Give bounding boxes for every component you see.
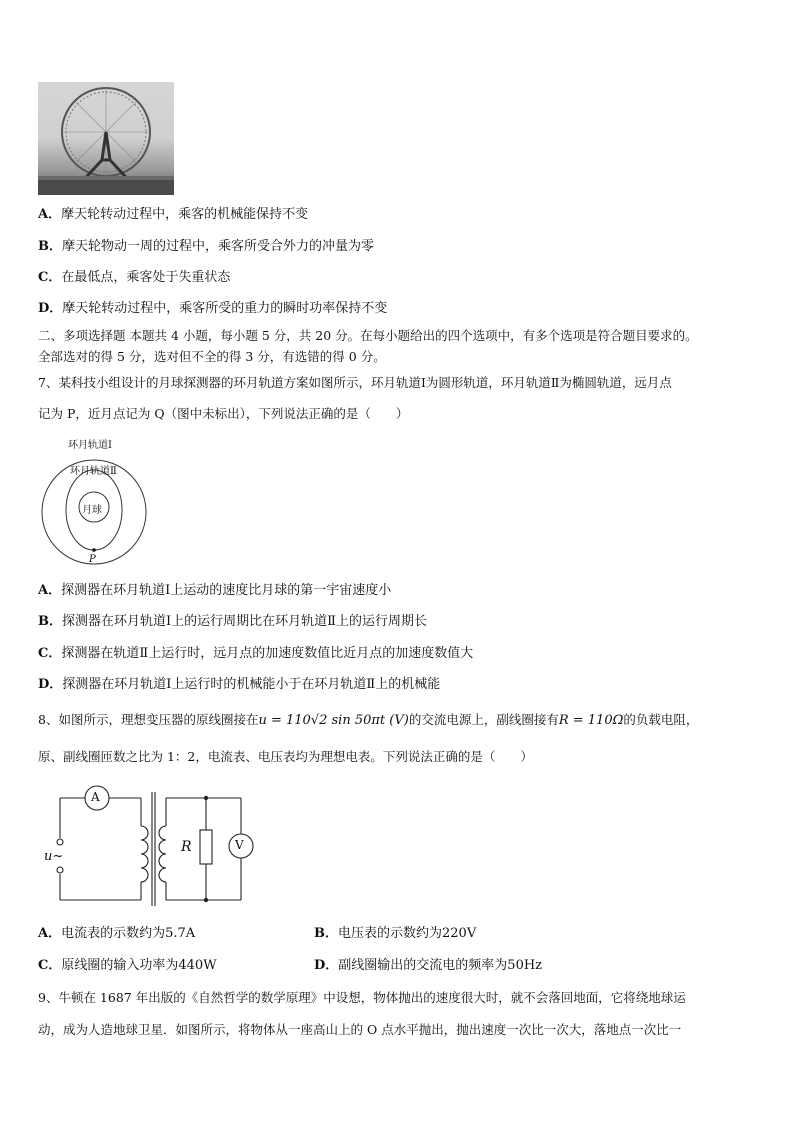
orbit1-label: 环月轨道Ⅰ — [68, 440, 112, 451]
option-label: A． — [38, 207, 62, 222]
option-value: 440W — [178, 958, 217, 973]
transformer-circuit-diagram — [38, 782, 268, 907]
option-label: B． — [38, 614, 62, 629]
option-text: 摩天轮转动过程中，乘客所受的重力的瞬时功率保持不变 — [62, 301, 388, 316]
q7-stem-line2: 记为 P，近月点记为 Q（图中未标出），下列说法正确的是（ ） — [38, 406, 409, 421]
option-text: 探测器在环月轨道Ⅰ上运动的速度比月球的第一宇宙速度小 — [61, 583, 392, 598]
option-text: 副线圈输出的交流电的频率为 — [338, 958, 508, 973]
q7-option-a — [38, 582, 391, 600]
option-text: 探测器在环月轨道Ⅰ上运行时的机械能小于在环月轨道Ⅱ上的机械能 — [62, 677, 441, 692]
q8-option-c — [38, 957, 217, 975]
option-text: 摩天轮转动过程中，乘客的机械能保持不变 — [61, 207, 309, 222]
option-label: B． — [38, 239, 62, 254]
section2-heading-line1: 二、多项选择题 本题共 4 小题，每小题 5 分，共 20 分。在每小题给出的四个选项中，有多个选项是符合题目要求的。 — [38, 328, 698, 343]
q9-stem-line1: 9、牛顿在 1687 年出版的《自然哲学的数学原理》中设想，物体抛出的速度很大时，就不会落回地面，它将绕地球运 — [38, 990, 686, 1005]
q8-option-a — [38, 925, 195, 943]
option-label: C． — [38, 958, 62, 973]
ferris-wheel-photo — [38, 82, 174, 195]
option-value: 5.7A — [165, 926, 196, 941]
section2-heading-line2: 全部选对的得 5 分，选对但不全的得 3 分，有选错的得 0 分。 — [38, 349, 386, 364]
option-label: D． — [38, 301, 63, 316]
moon-label: 月球 — [82, 505, 102, 516]
option-label: C． — [38, 270, 62, 285]
formula-resistance: R = 110Ω — [558, 713, 624, 728]
q7-option-c — [38, 645, 473, 663]
option-text: 电压表的示数约为 — [338, 926, 443, 941]
orbit-diagram — [38, 430, 153, 570]
q8-stem-text-a: 8、如图所示，理想变压器的原线圈接在 — [38, 712, 259, 727]
orbit2-label: 环月轨道Ⅱ — [70, 466, 117, 477]
q9-stem-line2: 动，成为人造地球卫星．如图所示，将物体从一座高山上的 O 点水平抛出，抛出速度一次比一次大，落地点一次比一 — [38, 1022, 682, 1037]
option-text: 摩天轮物动一周的过程中，乘客所受合外力的冲量为零 — [62, 239, 375, 254]
option-label: D． — [314, 958, 339, 973]
q8-option-b — [314, 925, 476, 943]
q6-option-a — [38, 206, 308, 224]
q6-option-c — [38, 269, 230, 287]
option-text: 原线圈的输入功率为 — [61, 958, 179, 973]
formula-voltage: u = 110√2 sin 50πt (V) — [258, 713, 409, 728]
option-label: A． — [38, 926, 62, 941]
q8-stem-text-c: 的负载电阻， — [623, 712, 699, 727]
q8-stem-text-b: 的交流电源上，副线圈接有 — [408, 712, 559, 727]
option-text: 在最低点，乘客处于失重状态 — [61, 270, 231, 285]
option-label: C． — [38, 646, 62, 661]
q7-stem-line1: 7、某科技小组设计的月球探测器的环月轨道方案如图所示，环月轨道Ⅰ为圆形轨道，环月轨道Ⅱ为椭圆轨道，远月点 — [38, 375, 672, 390]
q8-stem-line2: 原、副线圈匝数之比为 1：2，电流表、电压表均为理想电表。下列说法正确的是（ ） — [38, 749, 533, 764]
option-text: 电流表的示数约为 — [61, 926, 166, 941]
option-label: D． — [38, 677, 63, 692]
resistor-label: R — [181, 839, 192, 855]
q6-option-b — [38, 238, 374, 256]
ammeter-label: A — [91, 790, 100, 804]
voltmeter-label: V — [235, 838, 244, 852]
q8-stem-line1 — [38, 711, 698, 730]
option-label: B． — [314, 926, 338, 941]
option-value: 220V — [442, 926, 477, 941]
q7-option-b — [38, 613, 427, 631]
option-text: 探测器在轨道Ⅱ上运行时，远月点的加速度数值比近月点的加速度数值大 — [61, 646, 474, 661]
q8-option-d — [314, 957, 542, 975]
point-p-label: P — [89, 554, 96, 565]
source-label: u~ — [44, 849, 64, 864]
q7-option-d — [38, 676, 440, 694]
option-value: 50Hz — [507, 958, 543, 973]
option-label: A． — [38, 583, 62, 598]
q6-option-d — [38, 300, 387, 318]
option-text: 探测器在环月轨道Ⅰ上的运行周期比在环月轨道Ⅱ上的运行周期长 — [62, 614, 427, 629]
